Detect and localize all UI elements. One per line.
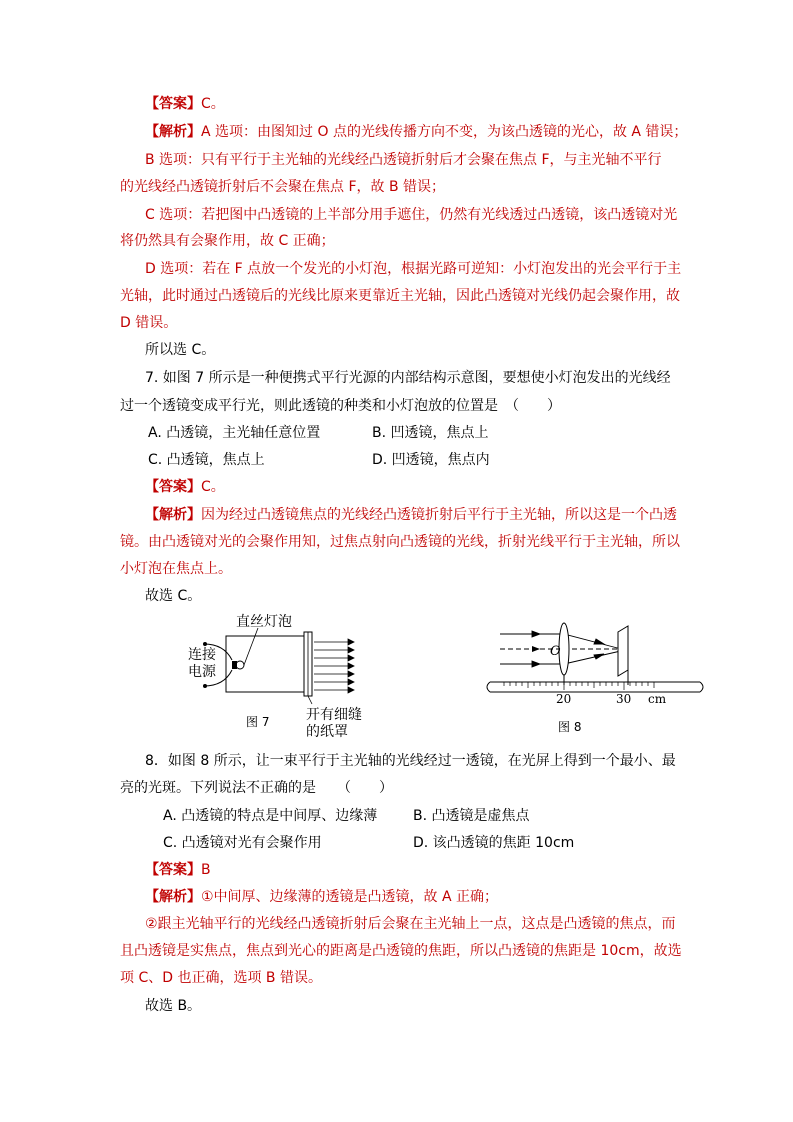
fig7-caption: 图 7 [246, 715, 270, 729]
q8-analysis-line-2: ②跟主光轴平行的光线经凸透镜折射后会聚在主光轴上一点，这点是凸透镜的焦点，而 [145, 916, 676, 932]
q6-analysis-line-1: 【解析】A 选项：由图知过 O 点的光线传播方向不变，为该凸透镜的光心，故 A 错误； [145, 124, 688, 140]
q8-stem-line-2: 亮的光斑。下列说法不正确的是 （ ） [120, 780, 393, 796]
q6-analysis-line-7: 光轴，此时通过凸透镜后的光线比原来更靠近主光轴，因此凸透镜对光线仍起会聚作用，故 [120, 288, 680, 304]
q8-option-d: D. 该凸透镜的焦距 10cm [413, 835, 575, 851]
q8-option-a: A. 凸透镜的特点是中间厚、边缘薄 [163, 808, 378, 824]
fig8-tick-20: 20 [556, 692, 572, 706]
fig8-caption: 图 8 [558, 720, 582, 734]
q7-analysis-line-1: 【解析】因为经过凸透镜焦点的光线经凸透镜折射后平行于主光轴，所以这是一个凸透 [145, 507, 677, 523]
fig7-power-label-1: 连接 [188, 647, 216, 663]
fig7-paper-label-2: 的纸罩 [306, 724, 348, 740]
q7-conclusion: 故选 C。 [145, 588, 202, 604]
q6-conclusion: 所以选 C。 [145, 342, 216, 358]
figure-7 [180, 608, 370, 738]
q6-answer: 【答案】C。 [145, 96, 225, 112]
q8-option-b: B. 凸透镜是虚焦点 [413, 808, 530, 824]
q8-analysis-line-1: 【解析】①中间厚、边缘薄的透镜是凸透镜，故 A 正确； [145, 889, 499, 905]
q7-option-c: C. 凸透镜，焦点上 [148, 452, 265, 468]
q8-option-c: C. 凸透镜对光有会聚作用 [163, 835, 322, 851]
fig7-paper-label-1: 开有细缝 [306, 707, 362, 723]
q6-analysis-line-8: D 错误。 [120, 315, 178, 331]
figure-8-drawing [480, 620, 710, 740]
q6-analysis-line-2: B 选项：只有平行于主光轴的光线经凸透镜折射后才会聚在焦点 F，与主光轴不平行 [145, 152, 662, 168]
fig8-unit: cm [648, 692, 667, 706]
q8-stem-line-1: 8．如图 8 所示，让一束平行于主光轴的光线经过一透镜，在光屏上得到一个最小、最 [145, 753, 676, 769]
fig7-bulb-label: 直丝灯泡 [236, 614, 292, 630]
fig8-tick-30: 30 [616, 692, 632, 706]
q6-analysis-line-6: D 选项：若在 F 点放一个发光的小灯泡，根据光路可逆知：小灯泡发出的光会平行于主 [145, 261, 682, 277]
q8-conclusion: 故选 B。 [145, 998, 202, 1014]
q8-analysis-line-3: 且凸透镜是实焦点，焦点到光心的距离是凸透镜的焦距，所以凸透镜的焦距是 10cm，故选 [120, 943, 682, 959]
q6-analysis-line-4: C 选项：若把图中凸透镜的上半部分用手遮住，仍然有光线透过凸透镜，该凸透镜对光 [145, 207, 678, 223]
q7-stem-line-2: 过一个透镜变成平行光，则此透镜的种类和小灯泡放的位置是 （ ） [120, 398, 561, 414]
q7-stem-line-1: 7. 如图 7 所示是一种便携式平行光源的内部结构示意图，要想使小灯泡发出的光线经 [145, 370, 671, 386]
q6-analysis-line-3: 的光线经凸透镜折射后不会聚在焦点 F，故 B 错误； [120, 179, 446, 195]
q7-option-a: A. 凸透镜，主光轴任意位置 [148, 425, 321, 441]
q7-analysis-line-2: 镜。由凸透镜对光的会聚作用知，过焦点射向凸透镜的光线，折射光线平行于主光轴，所以 [120, 534, 680, 550]
q8-analysis-line-4: 项 C、D 也正确，选项 B 错误。 [120, 970, 322, 986]
fig7-power-label-2: 电源 [188, 664, 216, 680]
q8-answer: 【答案】B [145, 862, 211, 878]
figure-8 [480, 620, 710, 740]
q7-option-b: B. 凹透镜，焦点上 [372, 425, 489, 441]
q7-analysis-line-3: 小灯泡在焦点上。 [120, 561, 232, 577]
q6-analysis-line-5: 将仍然具有会聚作用，故 C 正确； [120, 233, 335, 249]
fig8-o-label: O [550, 644, 561, 659]
q7-option-d: D. 凹透镜，焦点内 [372, 452, 490, 468]
q7-answer: 【答案】C。 [145, 479, 225, 495]
